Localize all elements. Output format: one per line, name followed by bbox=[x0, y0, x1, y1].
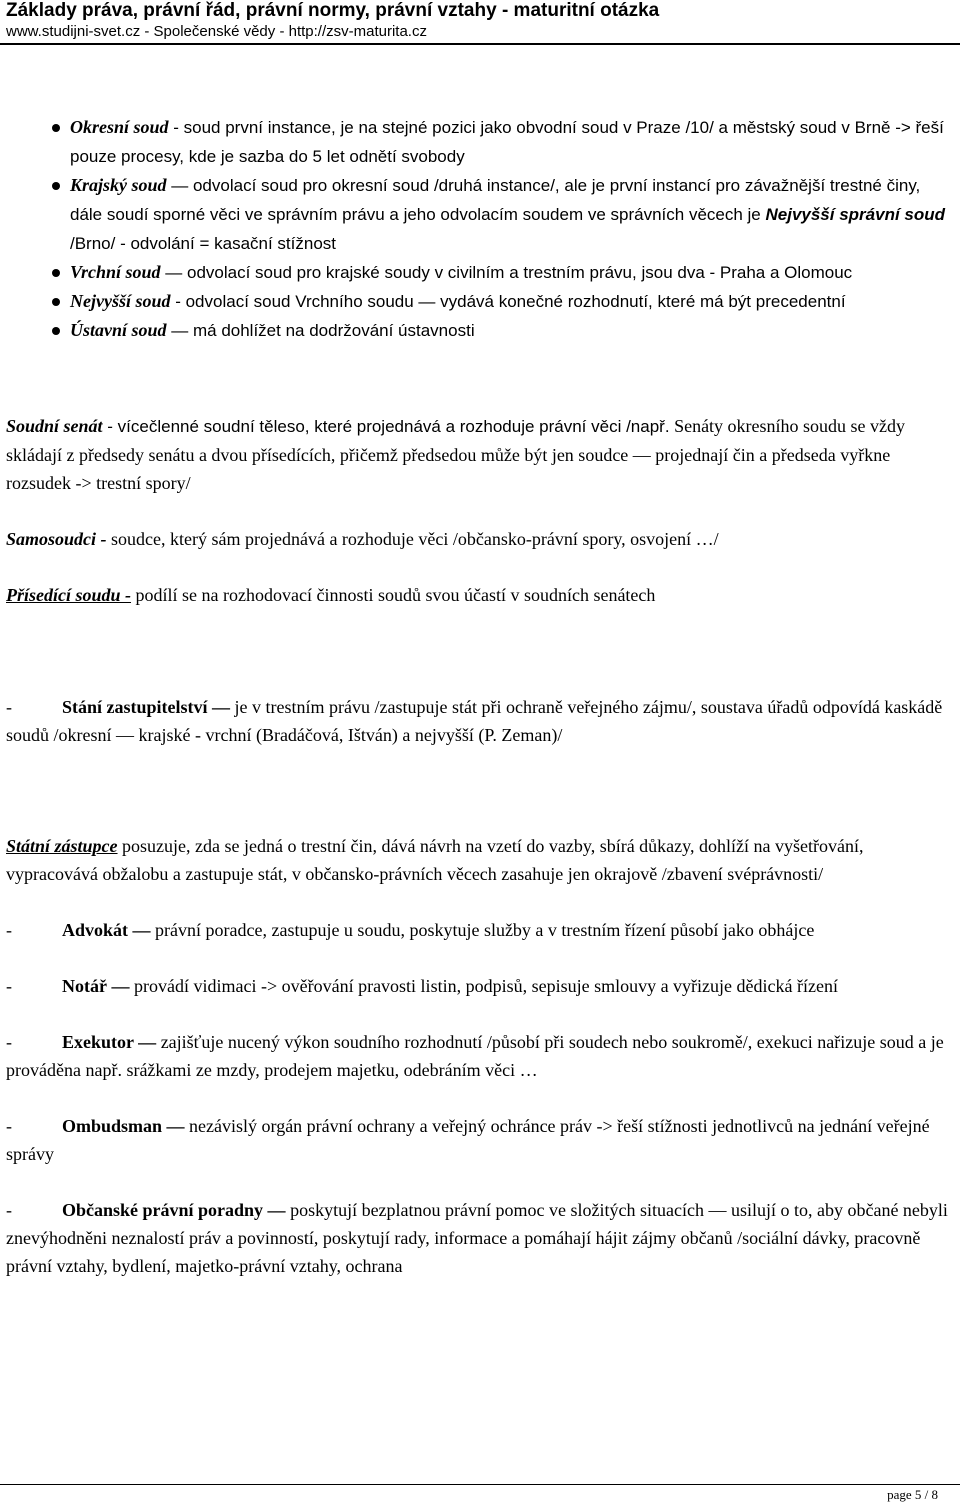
term-ustavni-soud: Ústavní soud bbox=[70, 320, 167, 340]
paragraph-advokat: - Advokát — právní poradce, zastupuje u soudu, poskytuje služby a v trestním řízení působí jako obhájce bbox=[6, 920, 815, 940]
document-subtitle: www.studijni-svet.cz - Společenské vědy - http://zsv-maturita.cz bbox=[6, 23, 427, 40]
term-vrchni-soud: Vrchní soud bbox=[70, 262, 161, 282]
courts-list bbox=[6, 113, 950, 345]
bullet-icon bbox=[52, 298, 60, 306]
paragraph-ombudsman: - Ombudsman — nezávislý orgán právní ochrany a veřejný ochránce práv -> řeší stížnosti jednotlivců na jednání veřejné správy bbox=[6, 1116, 930, 1164]
paragraph-soudni-senat: Soudní senát - vícečlenné soudní těleso, které projednává a rozhoduje právní věci /např. Senáty okresního soudu se vždy skládají z předsedy senátu a dvou přísedících, přičemž předsedou může být jen soudce — projednají čin a předseda vyřkne rozsudek -> trestní spory/ bbox=[6, 416, 906, 493]
page-header bbox=[6, 0, 956, 41]
bullet-icon bbox=[52, 269, 60, 277]
list-item: Okresní soud - soud první instance, je na stejné pozici jako obvodní soud v Praze /10/ a městský soud v Brně -> řeší pouze procesy, kde je sazba do 5 let odnětí svobody bbox=[6, 113, 950, 171]
term-nejvyssi-spravni-soud: Nejvyšší správní soud bbox=[765, 205, 946, 224]
list-item: Vrchní soud — odvolací soud pro krajské soudy v civilním a trestním právu, jsou dva - Praha a Olomouc bbox=[6, 258, 950, 287]
paragraph-stani-zastupitelstvi: - Stání zastupitelství — je v trestním právu /zastupuje stát při ochraně veřejného zájmu/, soustava úřadů odpovídá kaskádě soudů /okresní — krajské - vrchní (Bradáčová, Ištván) a nejvyšší (P. Zeman)/ bbox=[6, 697, 943, 745]
list-item: Ústavní soud — má dohlížet na dodržování ústavnosti bbox=[6, 316, 950, 345]
header-divider bbox=[0, 43, 960, 45]
paragraph-prisedici: Přísedící soudu - podílí se na rozhodovací činnosti soudů svou účastí v soudních senátech bbox=[6, 585, 656, 605]
list-item: Krajský soud — odvolací soud pro okresní soud /druhá instance/, ale je první instancí pro závažnější trestné činy, dále soudí sporné věci ve správním právu a jeho odvolacím soudem ve správních věcech je Nejvyšší správní soud /Brno/ - odvolání = kasační stížnost bbox=[6, 171, 950, 258]
paragraph-samosoudci: Samosoudci - soudce, který sám projednává a rozhoduje věci /občansko-právní spory, osvojení …/ bbox=[6, 529, 719, 549]
document-body bbox=[6, 113, 950, 1280]
document-title: Základy práva, právní řád, právní normy, právní vztahy - maturitní otázka bbox=[6, 0, 660, 21]
term-krajsky-soud: Krajský soud bbox=[70, 175, 167, 195]
page-number: page 5 / 8 bbox=[887, 1487, 938, 1502]
bullet-icon bbox=[52, 327, 60, 335]
term-nejvyssi-soud: Nejvyšší soud bbox=[70, 291, 171, 311]
paragraph-statni-zastupce: Státní zástupce posuzuje, zda se jedná o trestní čin, dává návrh na vzetí do vazby, sbírá důkazy, dohlíží na vyšetřování, vypracovává obžalobu a zastupuje stát, v občansko-právních věcech zasahuje jen okrajově /zbavení svéprávnosti/ bbox=[6, 836, 864, 884]
list-item: Nejvyšší soud - odvolací soud Vrchního soudu — vydává konečné rozhodnutí, které má být precedentní bbox=[6, 287, 950, 316]
paragraph-notar: - Notář — provádí vidimaci -> ověřování pravosti listin, podpisů, sepisuje smlouvy a vyřizuje dědická řízení bbox=[6, 976, 838, 996]
paragraph-exekutor: - Exekutor — zajišťuje nucený výkon soudního rozhodnutí /působí při soudech nebo soukromě/, exekuci nařizuje soud a je prováděna např. srážkami ze mzdy, prodejem majetku, odebráním věci … bbox=[6, 1032, 944, 1080]
term-okresni-soud: Okresní soud bbox=[70, 117, 169, 137]
paragraph-pravni-poradny: - Občanské právní poradny — poskytují bezplatnou právní pomoc ve složitých situacích — usilují o to, aby občané nebyli znevýhodněni neznalostí práv a povinností, poskytují rady, informace a pomáhají hájit zájmy občanů /sociální dávky, pracovně právní vztahy, bydlení, majetko-právní vztahy, ochrana bbox=[6, 1200, 948, 1276]
footer-divider bbox=[0, 1484, 960, 1485]
bullet-icon bbox=[52, 182, 60, 190]
bullet-icon bbox=[52, 124, 60, 132]
